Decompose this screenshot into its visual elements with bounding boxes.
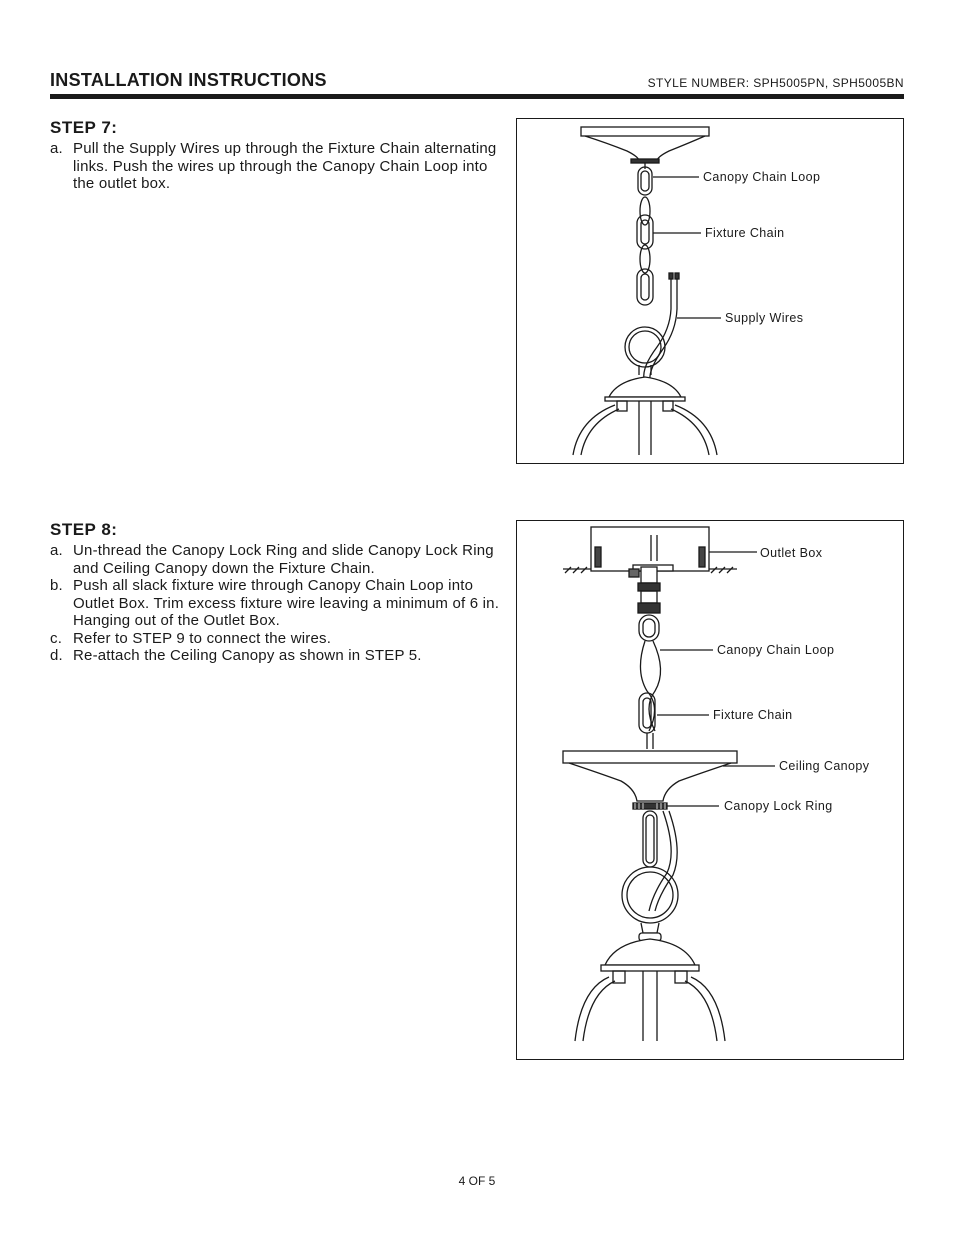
step-8-item-d <box>50 647 500 665</box>
step-item-marker: b. <box>50 577 63 594</box>
fixture-top-shape <box>573 377 717 455</box>
fixture-chain-shape <box>637 197 653 305</box>
step-7-item-a <box>50 140 500 193</box>
fixture-loop-shape <box>622 867 678 933</box>
fixture-chain-shape <box>639 641 661 749</box>
header-divider <box>50 94 904 99</box>
ceiling-canopy-shape <box>563 751 737 801</box>
fixture-top-shape <box>575 933 725 1041</box>
page-number: 4 OF 5 <box>458 1174 496 1188</box>
step-8-list <box>50 542 500 665</box>
step-8-item-b <box>50 577 500 630</box>
step-8-item-c <box>50 630 500 648</box>
step-item-marker: a. <box>50 542 63 559</box>
step-8-diagram <box>517 521 903 1059</box>
page-header <box>50 70 904 96</box>
step-item-text: Refer to STEP 9 to connect the wires. <box>73 629 332 647</box>
canopy-chain-loop-shape <box>638 163 652 195</box>
step-8-figure <box>516 520 904 1060</box>
lower-chain-shape <box>643 811 677 911</box>
step-7-diagram <box>517 119 903 463</box>
step-item-text: Push all slack fixture wire through Canopy Chain Loop into Outlet Box. Trim excess fixture wire leaving a minimum of 6 in. Hanging out of the Outlet Box. <box>73 577 500 629</box>
style-number: STYLE NUMBER: SPH5005PN, SPH5005BN <box>647 76 904 90</box>
step-7-title: STEP 7: <box>50 118 118 137</box>
step-8-title: STEP 8: <box>50 520 118 539</box>
step-item-marker: c. <box>50 629 63 647</box>
step-8-section <box>50 520 500 665</box>
step-item-marker: d. <box>50 647 63 664</box>
label-fixture-chain: Fixture Chain <box>713 708 793 722</box>
step-item-text: Re-attach the Ceiling Canopy as shown in STEP 5. <box>73 647 422 664</box>
step-8-item-a <box>50 542 500 577</box>
step-item-text: Pull the Supply Wires up through the Fixture Chain alternating links. Push the wires up through the Canopy Chain Loop into the outlet box. <box>73 140 497 192</box>
label-canopy-chain-loop: Canopy Chain Loop <box>717 643 835 657</box>
label-supply-wires: Supply Wires <box>725 311 804 325</box>
label-canopy-lock-ring: Canopy Lock Ring <box>724 799 833 813</box>
step-7-figure <box>516 118 904 464</box>
step-7-section <box>50 118 500 193</box>
step-7-list <box>50 140 500 193</box>
step-item-text: Un-thread the Canopy Lock Ring and slide Canopy Lock Ring and Ceiling Canopy down the Fixture Chain. <box>73 542 494 577</box>
step-item-marker: a. <box>50 140 63 157</box>
ceiling-canopy-shape <box>581 127 709 163</box>
label-outlet-box: Outlet Box <box>760 546 823 560</box>
page-title: INSTALLATION INSTRUCTIONS <box>50 70 327 90</box>
canopy-chain-loop-shape <box>638 567 660 641</box>
label-fixture-chain: Fixture Chain <box>705 226 785 240</box>
label-ceiling-canopy: Ceiling Canopy <box>779 759 870 773</box>
canopy-lock-ring-shape <box>633 803 667 809</box>
label-canopy-chain-loop: Canopy Chain Loop <box>703 170 821 184</box>
